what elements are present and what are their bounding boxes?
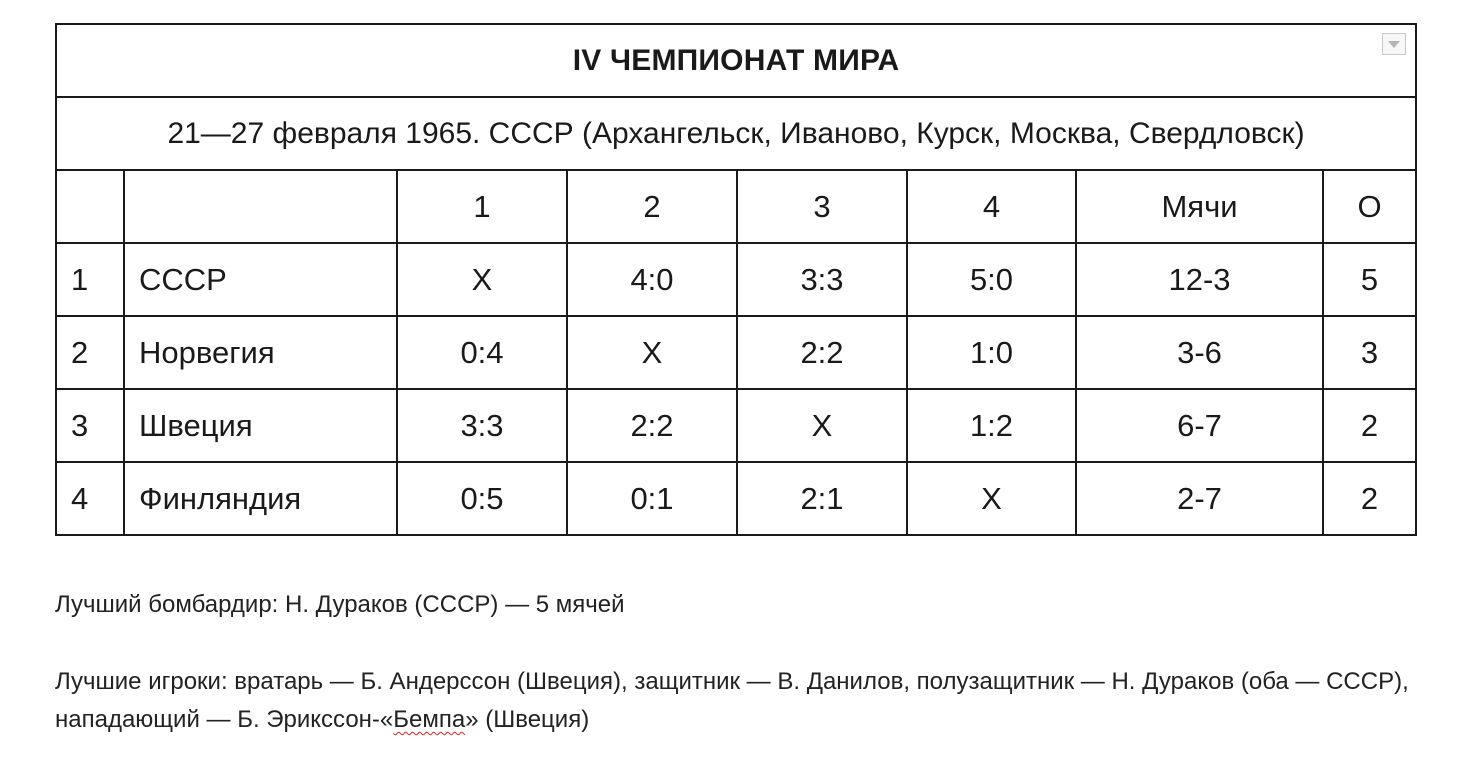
cell-result: X — [567, 316, 737, 389]
spellcheck-flagged-word[interactable]: Бемпа — [393, 706, 466, 733]
cell-result: 0:1 — [567, 462, 737, 535]
header-cell-team — [124, 170, 397, 243]
cell-result: 2:2 — [737, 316, 907, 389]
table-row — [56, 243, 1416, 316]
header-cell-1: 1 — [397, 170, 567, 243]
cell-result: 2:2 — [567, 389, 737, 462]
table-dropdown-button[interactable] — [1382, 33, 1406, 55]
cell-team: Финляндия — [124, 462, 397, 535]
table-subtitle: 21—27 февраля 1965. СССР (Архангельск, Иваново, Курск, Москва, Свердловск) — [56, 97, 1416, 170]
title-row — [56, 24, 1416, 97]
table-row — [56, 316, 1416, 389]
cell-points: 2 — [1323, 389, 1416, 462]
cell-position: 4 — [56, 462, 124, 535]
cell-goals: 2-7 — [1076, 462, 1323, 535]
subtitle-row — [56, 97, 1416, 170]
cell-goals: 6-7 — [1076, 389, 1323, 462]
cell-result: 3:3 — [737, 243, 907, 316]
cell-result: 1:0 — [907, 316, 1076, 389]
cell-result: X — [907, 462, 1076, 535]
table-row — [56, 389, 1416, 462]
cell-goals: 3-6 — [1076, 316, 1323, 389]
best-players-text-end: » (Швеция) — [465, 706, 590, 733]
header-cell-4: 4 — [907, 170, 1076, 243]
cell-result: 3:3 — [397, 389, 567, 462]
cell-position: 1 — [56, 243, 124, 316]
header-row — [56, 170, 1416, 243]
table-title: IV ЧЕМПИОНАТ МИРА — [56, 24, 1416, 97]
cell-result: 0:4 — [397, 316, 567, 389]
cell-result: 4:0 — [567, 243, 737, 316]
header-cell-3: 3 — [737, 170, 907, 243]
cell-team: СССР — [124, 243, 397, 316]
cell-result: 1:2 — [907, 389, 1076, 462]
top-scorer-note: Лучший бомбардир: Н. Дураков (СССР) — 5 мячей — [55, 591, 625, 618]
cell-result: 0:5 — [397, 462, 567, 535]
header-cell-2: 2 — [567, 170, 737, 243]
header-cell-points: О — [1323, 170, 1416, 243]
championship-table-wrapper — [55, 23, 1415, 536]
cell-result: 5:0 — [907, 243, 1076, 316]
best-players-note — [55, 663, 1425, 739]
header-cell-goals: Мячи — [1076, 170, 1323, 243]
cell-result: X — [397, 243, 567, 316]
header-cell-pos — [56, 170, 124, 243]
cell-team: Норвегия — [124, 316, 397, 389]
championship-table — [55, 23, 1417, 536]
cell-result: X — [737, 389, 907, 462]
cell-points: 5 — [1323, 243, 1416, 316]
table-row — [56, 462, 1416, 535]
cell-position: 3 — [56, 389, 124, 462]
cell-result: 2:1 — [737, 462, 907, 535]
best-players-text: Лучшие игроки: вратарь — Б. Андерссон (Швеция), защитник — В. Данилов, полузащитник — Н. Дураков (оба — СССР), нападающий — Б. Эрикссон-« — [55, 668, 1409, 733]
cell-team: Швеция — [124, 389, 397, 462]
cell-position: 2 — [56, 316, 124, 389]
cell-points: 2 — [1323, 462, 1416, 535]
chevron-down-icon — [1383, 34, 1405, 54]
cell-points: 3 — [1323, 316, 1416, 389]
cell-goals: 12-3 — [1076, 243, 1323, 316]
